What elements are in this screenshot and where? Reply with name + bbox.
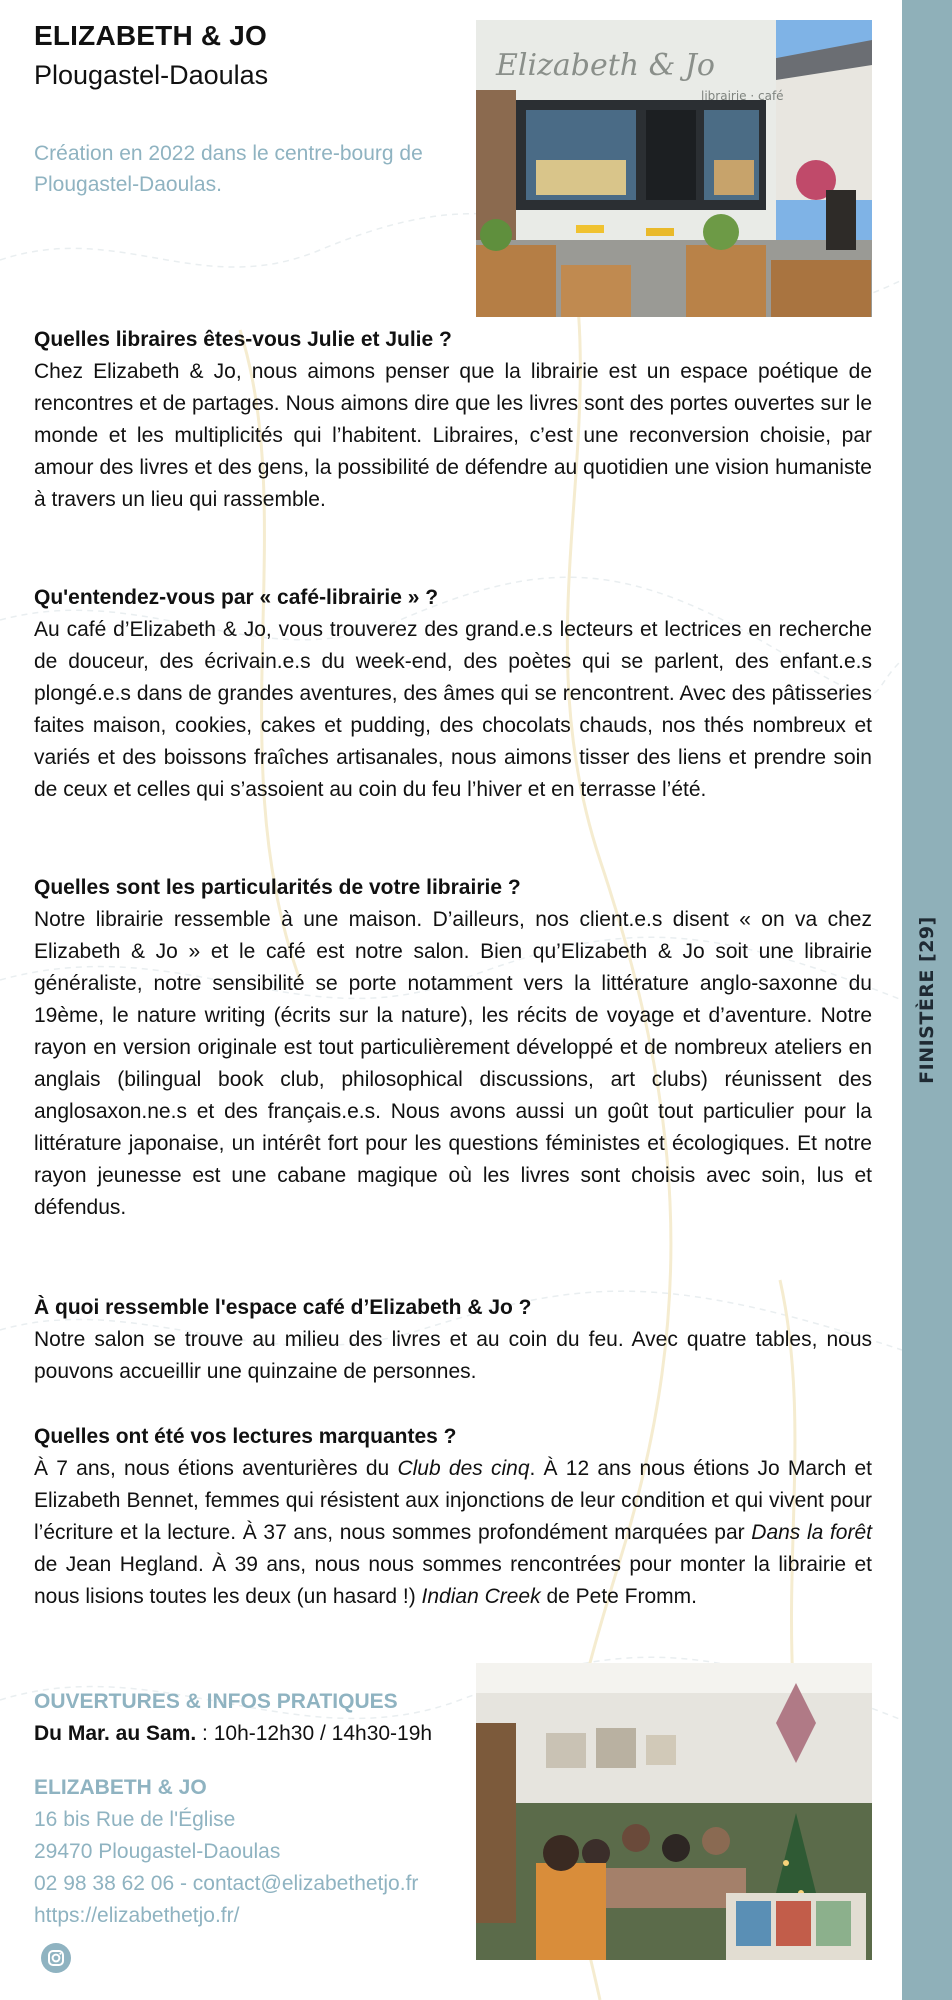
storefront-sign-sub: librairie · café [701,89,784,103]
answer: Notre librairie ressemble à une maison. D’ailleurs, nos client.e.s disent « on va chez Elizabeth & Jo » et le café est notre salon. Bien qu’Elizabeth & Jo soit une librairie généraliste, notre sensibilité se porte notamment vers la littérature anglo-saxonne du 19ème, le nature writing (écrits sur la nature), les récits de voyage et d’aventure. Notre rayon en version originale est tout particulièrement développé et de nombreux ateliers en anglais (bilingual book club, philosophical discussions, art clubs) réunissent des anglosaxon.ne.s et des français.e.s. Nous avons aussi un goût tout particulier pour la littérature japonaise, un intérêt fort pour les questions féministes et écologiques. Et notre rayon jeunesse est une cabane magique où les livres sont choisis avec soin, lus et défendus. [34,908,872,1219]
book-title: Club des cinq [397,1457,530,1480]
info-heading: OUVERTURES & INFOS PRATIQUES [34,1690,398,1713]
opening-hours: Du Mar. au Sam. : 10h-12h30 / 14h30-19h [34,1722,433,1745]
question: Qu'entendez-vous par « café-librairie » ? [34,586,439,609]
street: 16 bis Rue de l'Église [34,1808,236,1831]
city: 29470 Plougastel-Daoulas [34,1840,281,1863]
answer: Notre salon se trouve au milieu des livres et au coin du feu. Avec quatre tables, nous pouvons accueillir une quinzaine de personnes. [34,1328,872,1383]
cafe-interior-photo [476,1663,872,1960]
qa-section-1 [34,324,872,516]
bookshop-name: ELIZABETH & JO [34,20,268,51]
website-link[interactable]: https://elizabethetjo.fr/ [34,1904,240,1927]
instagram-icon[interactable] [40,1942,72,1974]
question: Quelles libraires êtes-vous Julie et Julie ? [34,328,452,351]
question: Quelles sont les particularités de votre librairie ? [34,876,521,899]
book-title: Dans la forêt [751,1521,872,1544]
answer: Chez Elizabeth & Jo, nous aimons penser que la librairie est un espace poétique de rencontres et de partages. Nous aimons dire que les livres sont des portes ouvertes sur le monde et les multiplicités qui l’habitent. Libraires, c’est une reconversion choisie, par amour des livres et des gens, la possibilité de défendre au quotidien une vision humaniste à travers un lieu qui rassemble. [34,360,872,511]
qa-section-4 [34,1292,872,1388]
qa-section-3 [34,872,872,1224]
practical-info [34,1686,474,1932]
contact-line[interactable]: 02 98 38 62 06 - contact@elizabethetjo.fr [34,1872,419,1895]
book-title: Indian Creek [421,1585,541,1608]
storefront-photo [476,20,872,317]
address-block [34,1772,474,1932]
question: À quoi ressemble l'espace café d’Elizabeth & Jo ? [34,1296,532,1319]
qa-section-2 [34,582,872,806]
answer: Au café d’Elizabeth & Jo, vous trouverez des grand.e.s lecteurs et lectrices en recherche de douceur, des écrivain.e.s du week-end, des poètes qui se parlent, des enfant.e.s plongé.e.s dans de grandes aventures, des âmes qui se rencontrent. Avec des pâtisseries faites maison, cookies, cakes et pudding, des chocolats chauds, nos thés nombreux et variés et des boissons fraîches artisanales, nous aimons tisser des liens et prendre soin de ceux et celles qui s’assoient au coin du feu l’hiver et en terrasse l’été. [34,618,872,801]
question: Quelles ont été vos lectures marquantes ? [34,1425,457,1448]
storefront-sign: Elizabeth & Jo [496,48,715,83]
intro-text: Création en 2022 dans le centre-bourg de Plougastel-Daoulas. [34,142,423,196]
bookshop-town: Plougastel-Daoulas [34,60,269,90]
department-label: FINISTÈRE [29] [916,916,938,1084]
qa-section-5 [34,1421,872,1613]
shop-name: ELIZABETH & JO [34,1776,207,1799]
side-band [902,0,952,2000]
answer: À 7 ans, nous étions aventurières du Club des cinq. À 12 ans nous étions Jo March et Elizabeth Bennet, femmes qui résistent aux injonctions de leur condition et qui vivent pour l’écriture et la lecture. À 37 ans, nous sommes profondément marquées par Dans la forêt de Jean Hegland. À 39 ans, nous nous sommes rencontrées pour monter la librairie et nous lisions toutes les deux (un hasard !) Indian Creek de Pete Fromm. [34,1457,872,1608]
